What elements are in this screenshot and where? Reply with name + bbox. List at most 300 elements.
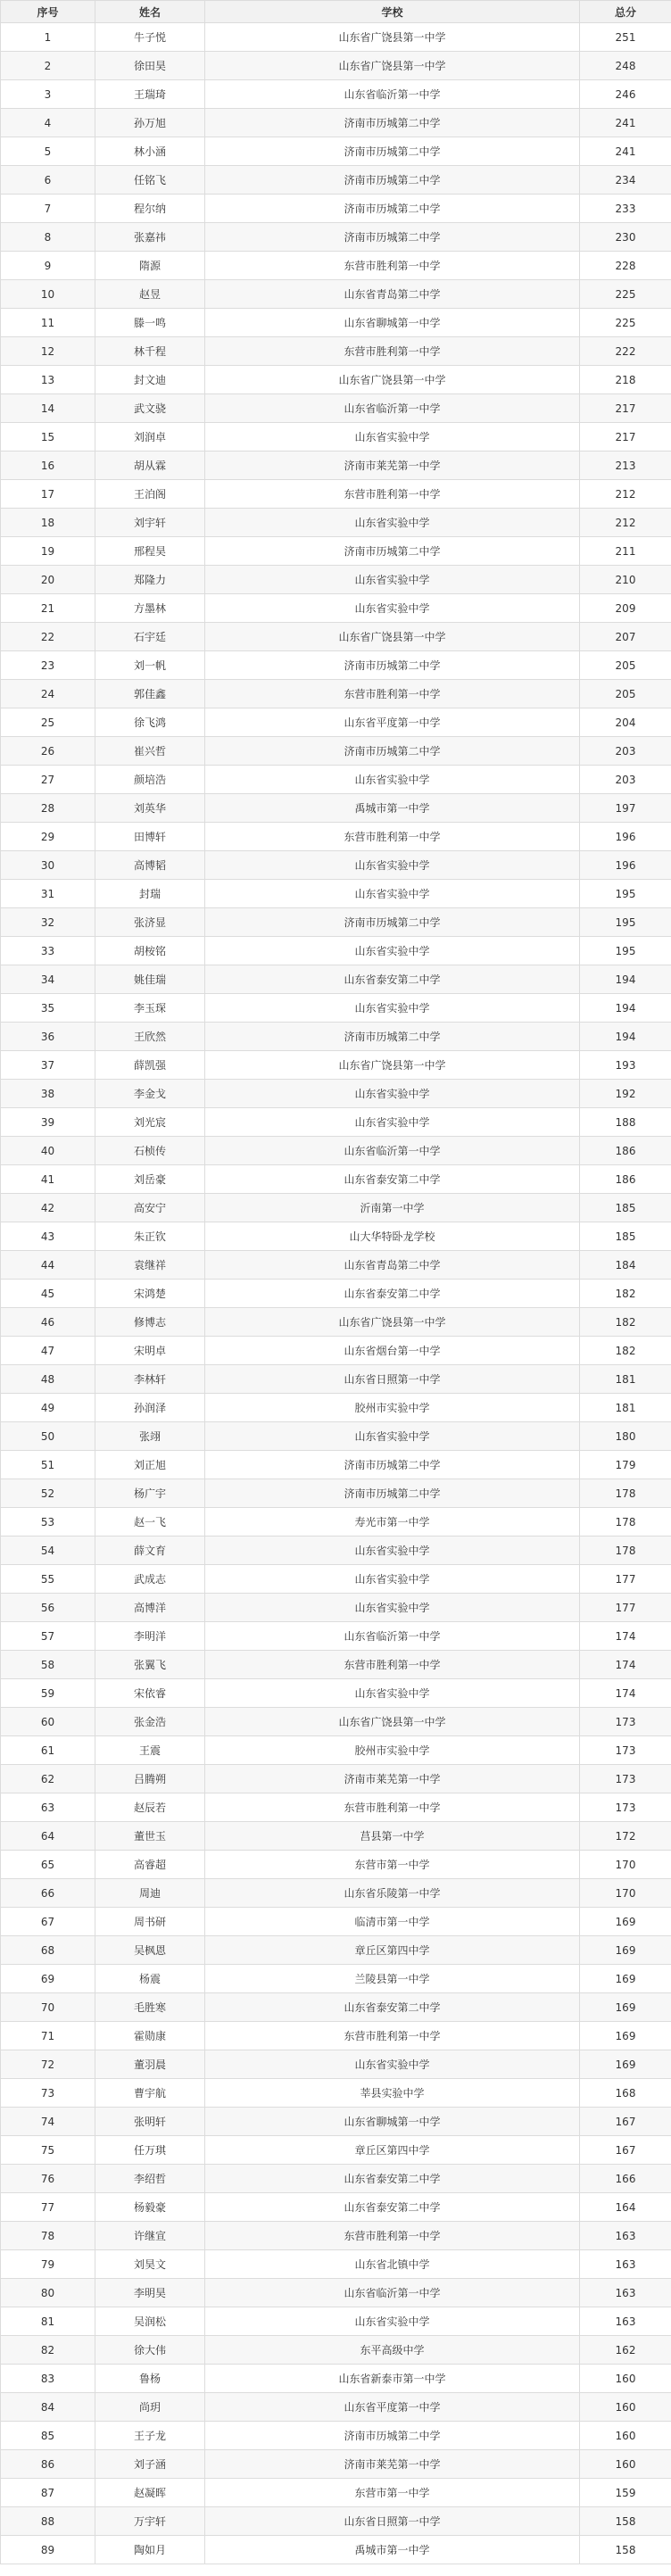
cell-name: 林小涵: [95, 137, 205, 166]
cell-name: 胡桉铭: [95, 937, 205, 965]
cell-score: 180: [580, 1422, 671, 1451]
cell-score: 251: [580, 23, 671, 52]
cell-score: 218: [580, 366, 671, 394]
cell-school: 山东省泰安第二中学: [205, 2193, 580, 2222]
cell-score: 163: [580, 2307, 671, 2336]
table-row: [1, 994, 671, 1023]
cell-name: 吴润松: [95, 2307, 205, 2336]
cell-rank: 25: [1, 708, 95, 737]
cell-name: 高睿超: [95, 1851, 205, 1879]
cell-rank: 57: [1, 1622, 95, 1651]
table-row: [1, 166, 671, 195]
cell-score: 207: [580, 623, 671, 651]
cell-name: 徐大伟: [95, 2336, 205, 2365]
table-row: [1, 1936, 671, 1965]
cell-name: 鲁杨: [95, 2365, 205, 2393]
cell-name: 修博志: [95, 1308, 205, 1337]
table-row: [1, 1165, 671, 1194]
cell-name: 尚玥: [95, 2393, 205, 2422]
cell-name: 毛胜寒: [95, 1993, 205, 2022]
table-row: [1, 937, 671, 965]
cell-rank: 77: [1, 2193, 95, 2222]
table-row: [1, 52, 671, 80]
cell-school: 东营市胜利第一中学: [205, 2222, 580, 2250]
cell-rank: 7: [1, 195, 95, 223]
cell-school: 济南市莱芜第一中学: [205, 1765, 580, 1793]
cell-score: 241: [580, 109, 671, 137]
cell-school: 山东省平度第一中学: [205, 708, 580, 737]
table-row: [1, 2222, 671, 2250]
cell-score: 177: [580, 1594, 671, 1622]
cell-score: 205: [580, 651, 671, 680]
cell-school: 山东省烟台第一中学: [205, 1337, 580, 1365]
table-row: [1, 1508, 671, 1536]
table-row: [1, 2279, 671, 2307]
cell-school: 禹城市第一中学: [205, 2536, 580, 2564]
cell-name: 刘子涵: [95, 2450, 205, 2479]
table-row: [1, 1394, 671, 1422]
table-row: [1, 1194, 671, 1222]
cell-name: 刘昊文: [95, 2250, 205, 2279]
cell-school: 山东省泰安第二中学: [205, 2165, 580, 2193]
table-row: [1, 80, 671, 109]
table-row: [1, 1337, 671, 1365]
cell-school: 东营市胜利第一中学: [205, 337, 580, 366]
cell-rank: 32: [1, 908, 95, 937]
cell-rank: 49: [1, 1394, 95, 1422]
cell-score: 167: [580, 2108, 671, 2136]
table-row: [1, 851, 671, 880]
cell-name: 刘岳豪: [95, 1165, 205, 1194]
table-row: [1, 1793, 671, 1822]
table-row: [1, 880, 671, 908]
cell-rank: 47: [1, 1337, 95, 1365]
table-row: [1, 2365, 671, 2393]
cell-rank: 48: [1, 1365, 95, 1394]
cell-rank: 58: [1, 1651, 95, 1679]
cell-name: 刘英华: [95, 794, 205, 823]
table-row: [1, 1651, 671, 1679]
cell-score: 246: [580, 80, 671, 109]
table-row: [1, 1594, 671, 1622]
cell-rank: 41: [1, 1165, 95, 1194]
cell-name: 刘一帆: [95, 651, 205, 680]
cell-school: 山东省实验中学: [205, 509, 580, 537]
cell-rank: 27: [1, 766, 95, 794]
cell-school: 山东省临沂第一中学: [205, 2279, 580, 2307]
cell-name: 任万琪: [95, 2136, 205, 2165]
cell-rank: 87: [1, 2479, 95, 2507]
cell-name: 滕一鸣: [95, 309, 205, 337]
cell-score: 193: [580, 1051, 671, 1080]
cell-school: 兰陵县第一中学: [205, 1965, 580, 1993]
cell-score: 205: [580, 680, 671, 708]
cell-score: 169: [580, 1965, 671, 1993]
cell-rank: 39: [1, 1108, 95, 1137]
table-row: [1, 737, 671, 766]
cell-name: 孙万旭: [95, 109, 205, 137]
cell-name: 袁继祥: [95, 1251, 205, 1280]
cell-score: 194: [580, 994, 671, 1023]
cell-rank: 46: [1, 1308, 95, 1337]
cell-rank: 66: [1, 1879, 95, 1908]
table-row: [1, 1137, 671, 1165]
table-row: [1, 366, 671, 394]
table-row: [1, 2450, 671, 2479]
cell-name: 方墨林: [95, 594, 205, 623]
cell-rank: 15: [1, 423, 95, 451]
cell-score: 210: [580, 566, 671, 594]
cell-name: 董羽晨: [95, 2050, 205, 2079]
cell-name: 牛子悦: [95, 23, 205, 52]
cell-name: 吕腾朔: [95, 1765, 205, 1793]
cell-school: 济南市历城第二中学: [205, 537, 580, 566]
cell-rank: 30: [1, 851, 95, 880]
table-row: [1, 2165, 671, 2193]
cell-score: 158: [580, 2536, 671, 2564]
cell-name: 李明洋: [95, 1622, 205, 1651]
cell-rank: 75: [1, 2136, 95, 2165]
cell-score: 234: [580, 166, 671, 195]
table-row: [1, 309, 671, 337]
cell-rank: 65: [1, 1851, 95, 1879]
cell-score: 182: [580, 1280, 671, 1308]
cell-name: 宋鸿楚: [95, 1280, 205, 1308]
table-row: [1, 1222, 671, 1251]
cell-score: 170: [580, 1879, 671, 1908]
cell-rank: 82: [1, 2336, 95, 2365]
cell-name: 张嘉祎: [95, 223, 205, 252]
cell-school: 东平高级中学: [205, 2336, 580, 2365]
cell-school: 莘县实验中学: [205, 2079, 580, 2108]
table-row: [1, 195, 671, 223]
cell-school: 东营市第一中学: [205, 2479, 580, 2507]
cell-school: 济南市历城第二中学: [205, 166, 580, 195]
cell-school: 山东省实验中学: [205, 1679, 580, 1708]
cell-name: 刘润卓: [95, 423, 205, 451]
cell-school: 山东省广饶县第一中学: [205, 623, 580, 651]
table-row: [1, 2507, 671, 2536]
cell-school: 济南市历城第二中学: [205, 223, 580, 252]
cell-name: 武文骁: [95, 394, 205, 423]
cell-school: 山东省青岛第二中学: [205, 1251, 580, 1280]
cell-name: 刘光宸: [95, 1108, 205, 1137]
cell-rank: 54: [1, 1536, 95, 1565]
table-row: [1, 280, 671, 309]
cell-school: 济南市莱芜第一中学: [205, 2450, 580, 2479]
cell-name: 陶如月: [95, 2536, 205, 2564]
cell-name: 刘正旭: [95, 1451, 205, 1479]
table-row: [1, 566, 671, 594]
cell-score: 178: [580, 1479, 671, 1508]
cell-name: 曹宇航: [95, 2079, 205, 2108]
cell-rank: 33: [1, 937, 95, 965]
cell-rank: 28: [1, 794, 95, 823]
table-row: [1, 1051, 671, 1080]
cell-name: 邢程昊: [95, 537, 205, 566]
cell-school: 山东省实验中学: [205, 994, 580, 1023]
table-row: [1, 2022, 671, 2050]
cell-school: 山东省聊城第一中学: [205, 309, 580, 337]
cell-name: 张翼飞: [95, 1651, 205, 1679]
cell-school: 山东省实验中学: [205, 2307, 580, 2336]
cell-score: 212: [580, 480, 671, 509]
cell-name: 胡从霖: [95, 451, 205, 480]
cell-school: 山东省实验中学: [205, 1108, 580, 1137]
cell-score: 203: [580, 766, 671, 794]
cell-school: 山东省广饶县第一中学: [205, 1308, 580, 1337]
cell-score: 225: [580, 280, 671, 309]
cell-name: 王泊阁: [95, 480, 205, 509]
cell-score: 172: [580, 1822, 671, 1851]
cell-school: 东营市胜利第一中学: [205, 823, 580, 851]
table-row: [1, 1822, 671, 1851]
cell-name: 周迪: [95, 1879, 205, 1908]
table-row: [1, 1851, 671, 1879]
table-row: [1, 2250, 671, 2279]
cell-score: 174: [580, 1622, 671, 1651]
cell-school: 东营市胜利第一中学: [205, 1793, 580, 1822]
cell-rank: 20: [1, 566, 95, 594]
cell-name: 孙润泽: [95, 1394, 205, 1422]
cell-name: 刘宇轩: [95, 509, 205, 537]
cell-score: 233: [580, 195, 671, 223]
cell-score: 194: [580, 1023, 671, 1051]
table-row: [1, 223, 671, 252]
cell-school: 山东省实验中学: [205, 594, 580, 623]
cell-name: 吴枫恩: [95, 1936, 205, 1965]
table-row: [1, 1479, 671, 1508]
cell-school: 济南市历城第二中学: [205, 109, 580, 137]
cell-score: 230: [580, 223, 671, 252]
cell-score: 217: [580, 394, 671, 423]
cell-name: 李明昊: [95, 2279, 205, 2307]
table-row: [1, 1080, 671, 1108]
cell-score: 163: [580, 2250, 671, 2279]
cell-name: 石宇廷: [95, 623, 205, 651]
cell-name: 霍勋康: [95, 2022, 205, 2050]
cell-name: 高博洋: [95, 1594, 205, 1622]
cell-rank: 12: [1, 337, 95, 366]
cell-rank: 19: [1, 537, 95, 566]
cell-name: 王欣然: [95, 1023, 205, 1051]
cell-score: 209: [580, 594, 671, 623]
cell-name: 薛凯强: [95, 1051, 205, 1080]
table-row: [1, 1993, 671, 2022]
cell-rank: 3: [1, 80, 95, 109]
cell-rank: 80: [1, 2279, 95, 2307]
cell-rank: 84: [1, 2393, 95, 2422]
cell-rank: 63: [1, 1793, 95, 1822]
cell-name: 赵一飞: [95, 1508, 205, 1536]
cell-name: 程尔纳: [95, 195, 205, 223]
cell-rank: 55: [1, 1565, 95, 1594]
cell-school: 山东省泰安第二中学: [205, 965, 580, 994]
cell-score: 186: [580, 1165, 671, 1194]
cell-rank: 74: [1, 2108, 95, 2136]
table-row: [1, 680, 671, 708]
cell-score: 188: [580, 1108, 671, 1137]
cell-school: 济南市历城第二中学: [205, 908, 580, 937]
cell-rank: 24: [1, 680, 95, 708]
cell-rank: 85: [1, 2422, 95, 2450]
cell-rank: 26: [1, 737, 95, 766]
cell-rank: 37: [1, 1051, 95, 1080]
cell-rank: 78: [1, 2222, 95, 2250]
table-row: [1, 794, 671, 823]
cell-school: 山东省实验中学: [205, 937, 580, 965]
cell-school: 胶州市实验中学: [205, 1736, 580, 1765]
cell-score: 178: [580, 1508, 671, 1536]
cell-school: 山东省泰安第二中学: [205, 1165, 580, 1194]
table-row: [1, 1365, 671, 1394]
cell-score: 159: [580, 2479, 671, 2507]
cell-school: 山东省日照第一中学: [205, 2507, 580, 2536]
table-row: [1, 594, 671, 623]
cell-score: 177: [580, 1565, 671, 1594]
cell-school: 山东省实验中学: [205, 766, 580, 794]
table-row: [1, 1565, 671, 1594]
table-row: [1, 1879, 671, 1908]
cell-score: 195: [580, 937, 671, 965]
cell-score: 195: [580, 880, 671, 908]
table-row: [1, 2079, 671, 2108]
cell-rank: 68: [1, 1936, 95, 1965]
cell-name: 赵辰若: [95, 1793, 205, 1822]
cell-score: 169: [580, 2050, 671, 2079]
table-row: [1, 423, 671, 451]
cell-rank: 22: [1, 623, 95, 651]
cell-name: 赵凝晖: [95, 2479, 205, 2507]
cell-rank: 31: [1, 880, 95, 908]
cell-name: 李林轩: [95, 1365, 205, 1394]
cell-score: 169: [580, 1908, 671, 1936]
cell-school: 济南市历城第二中学: [205, 1023, 580, 1051]
cell-school: 山东省实验中学: [205, 1594, 580, 1622]
table-row: [1, 908, 671, 937]
cell-score: 213: [580, 451, 671, 480]
cell-score: 196: [580, 823, 671, 851]
cell-name: 崔兴哲: [95, 737, 205, 766]
cell-name: 李绍哲: [95, 2165, 205, 2193]
table-row: [1, 2422, 671, 2450]
cell-rank: 53: [1, 1508, 95, 1536]
cell-score: 197: [580, 794, 671, 823]
table-row: [1, 1023, 671, 1051]
cell-name: 张济显: [95, 908, 205, 937]
cell-school: 山东省实验中学: [205, 880, 580, 908]
cell-name: 杨广宇: [95, 1479, 205, 1508]
cell-school: 山东省广饶县第一中学: [205, 52, 580, 80]
table-row: [1, 2136, 671, 2165]
cell-school: 莒县第一中学: [205, 1822, 580, 1851]
cell-name: 郭佳鑫: [95, 680, 205, 708]
cell-score: 184: [580, 1251, 671, 1280]
cell-school: 山东省实验中学: [205, 1536, 580, 1565]
cell-score: 222: [580, 337, 671, 366]
cell-rank: 42: [1, 1194, 95, 1222]
cell-rank: 14: [1, 394, 95, 423]
cell-score: 182: [580, 1337, 671, 1365]
table-row: [1, 1965, 671, 1993]
cell-rank: 86: [1, 2450, 95, 2479]
cell-rank: 67: [1, 1908, 95, 1936]
cell-name: 王瑞琦: [95, 80, 205, 109]
cell-school: 禹城市第一中学: [205, 794, 580, 823]
cell-name: 许继宣: [95, 2222, 205, 2250]
cell-name: 周书研: [95, 1908, 205, 1936]
cell-school: 山东省泰安第二中学: [205, 1993, 580, 2022]
cell-rank: 10: [1, 280, 95, 309]
cell-rank: 8: [1, 223, 95, 252]
cell-score: 164: [580, 2193, 671, 2222]
cell-school: 东营市胜利第一中学: [205, 1651, 580, 1679]
cell-score: 173: [580, 1793, 671, 1822]
cell-school: 山东省临沂第一中学: [205, 1137, 580, 1165]
header-name: 姓名: [95, 1, 205, 23]
table-row: [1, 766, 671, 794]
cell-score: 173: [580, 1736, 671, 1765]
table-row: [1, 965, 671, 994]
table-row: [1, 2108, 671, 2136]
cell-school: 山东省临沂第一中学: [205, 1622, 580, 1651]
table-row: [1, 137, 671, 166]
cell-score: 228: [580, 252, 671, 280]
cell-name: 王震: [95, 1736, 205, 1765]
table-row: [1, 1451, 671, 1479]
table-row: [1, 2479, 671, 2507]
cell-score: 166: [580, 2165, 671, 2193]
table-row: [1, 1908, 671, 1936]
cell-rank: 17: [1, 480, 95, 509]
cell-rank: 21: [1, 594, 95, 623]
cell-name: 杨震: [95, 1965, 205, 1993]
cell-name: 武成志: [95, 1565, 205, 1594]
cell-school: 山东省实验中学: [205, 851, 580, 880]
header-row: [1, 1, 671, 23]
cell-school: 山东省广饶县第一中学: [205, 1708, 580, 1736]
cell-score: 204: [580, 708, 671, 737]
header-school: 学校: [205, 1, 580, 23]
cell-rank: 70: [1, 1993, 95, 2022]
cell-rank: 64: [1, 1822, 95, 1851]
cell-rank: 2: [1, 52, 95, 80]
cell-score: 194: [580, 965, 671, 994]
cell-name: 宋明卓: [95, 1337, 205, 1365]
cell-score: 217: [580, 423, 671, 451]
table-row: [1, 23, 671, 52]
cell-rank: 35: [1, 994, 95, 1023]
cell-name: 徐飞鸿: [95, 708, 205, 737]
cell-score: 178: [580, 1536, 671, 1565]
table-row: [1, 651, 671, 680]
cell-rank: 29: [1, 823, 95, 851]
cell-score: 185: [580, 1194, 671, 1222]
cell-score: 173: [580, 1765, 671, 1793]
cell-school: 山东省乐陵第一中学: [205, 1879, 580, 1908]
cell-rank: 23: [1, 651, 95, 680]
cell-rank: 61: [1, 1736, 95, 1765]
cell-rank: 40: [1, 1137, 95, 1165]
table-row: [1, 394, 671, 423]
cell-name: 任铭飞: [95, 166, 205, 195]
cell-name: 赵昱: [95, 280, 205, 309]
cell-school: 济南市历城第二中学: [205, 137, 580, 166]
table-row: [1, 708, 671, 737]
cell-score: 203: [580, 737, 671, 766]
table-row: [1, 2193, 671, 2222]
cell-rank: 52: [1, 1479, 95, 1508]
